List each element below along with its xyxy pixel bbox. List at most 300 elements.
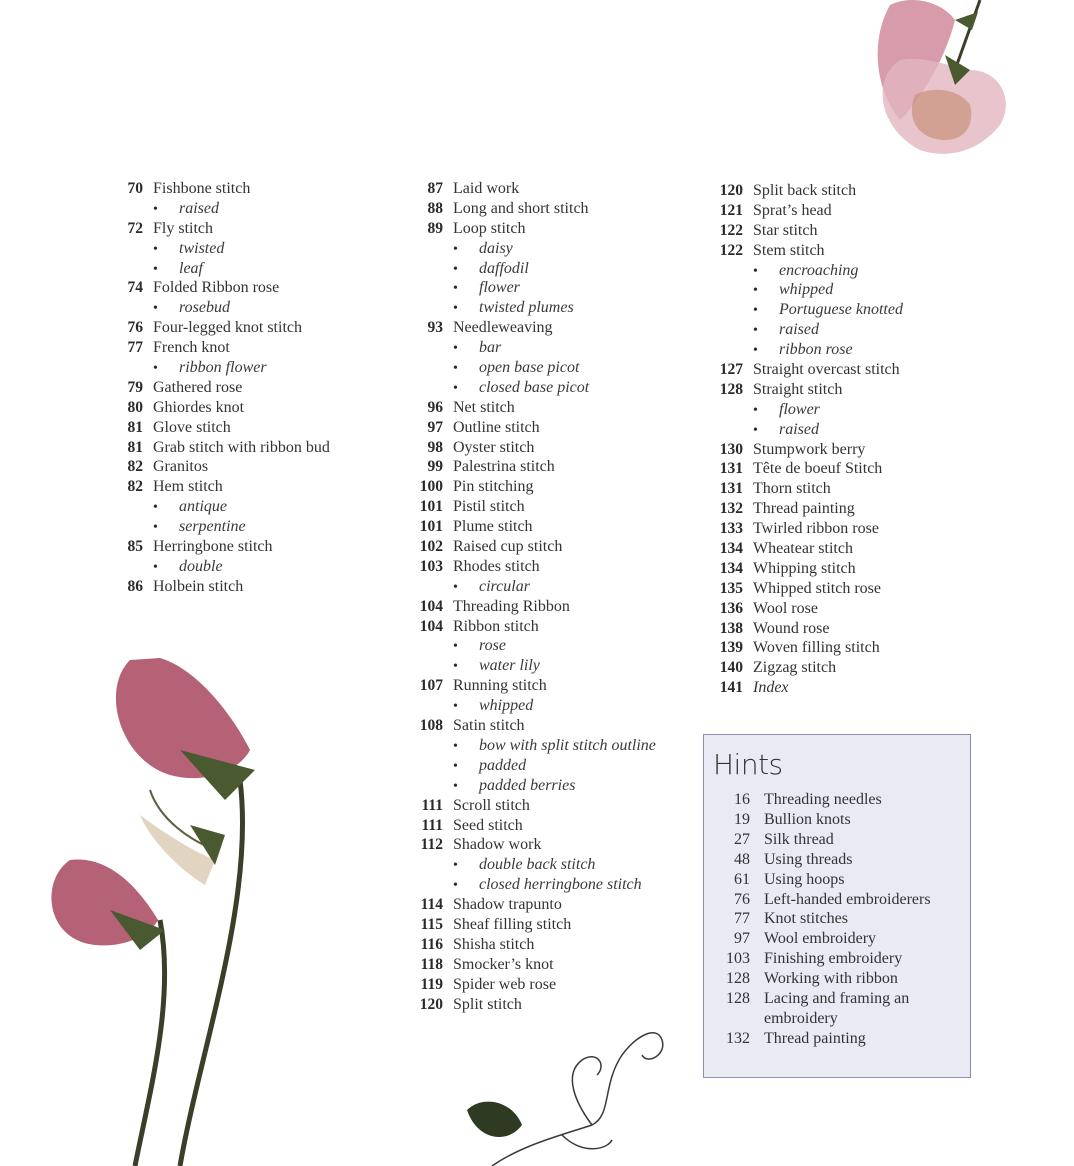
entry-label: Gathered rose	[153, 378, 243, 396]
page-number: 111	[421, 816, 443, 834]
index-entry	[410, 816, 710, 836]
subentry-label: bar	[479, 339, 502, 357]
bullet-icon: •	[753, 402, 758, 418]
hint-item	[718, 1029, 968, 1049]
subentry-label: circular	[479, 577, 530, 595]
index-subentry	[410, 298, 710, 318]
subentry-label: flower	[779, 400, 820, 418]
index-column-3	[710, 181, 1010, 698]
hint-page-number: 61	[734, 870, 750, 888]
entry-label: Running stitch	[453, 677, 547, 695]
hint-page-number: 97	[734, 930, 750, 948]
entry-label: Folded Ribbon rose	[153, 279, 280, 297]
entry-label: Twirled ribbon rose	[753, 520, 879, 538]
entry-label: Scroll stitch	[453, 796, 530, 814]
index-entry	[710, 499, 1010, 519]
index-entry	[710, 599, 1010, 619]
index-subentry	[410, 259, 710, 279]
entry-label: Woven filling stitch	[753, 639, 880, 657]
hint-label: Silk thread	[764, 830, 834, 848]
entry-label: Index	[753, 679, 789, 697]
index-subentry	[110, 517, 410, 537]
page-number: 135	[719, 579, 743, 597]
index-entry	[710, 380, 1010, 400]
page-number: 70	[127, 180, 143, 197]
page-number: 136	[719, 599, 743, 617]
entry-label: Star stitch	[753, 221, 818, 239]
index-subentry	[410, 278, 710, 298]
entry-label: Grab stitch with ribbon bud	[153, 438, 330, 456]
entry-label: Herringbone stitch	[153, 538, 273, 556]
entry-label: Loop stitch	[453, 219, 526, 237]
entry-label: Sheaf filling stitch	[453, 915, 572, 933]
page-number: 127	[719, 361, 743, 379]
hint-page-number: 19	[734, 810, 750, 828]
hints-box	[703, 734, 971, 1078]
index-entry	[710, 619, 1010, 639]
hint-page-number: 128	[726, 990, 750, 1008]
page-number: 107	[419, 677, 443, 695]
bullet-icon: •	[453, 281, 458, 297]
entry-label: Needleweaving	[453, 319, 553, 337]
entry-label: Glove stitch	[153, 418, 231, 436]
page-number: 112	[420, 836, 443, 854]
entry-label: Thread painting	[753, 500, 855, 518]
page-number: 130	[719, 440, 743, 458]
index-column-1	[110, 179, 410, 597]
index-entry	[710, 459, 1010, 479]
index-entry	[110, 577, 410, 597]
index-subentry	[410, 358, 710, 378]
entry-label: Stumpwork berry	[753, 440, 866, 458]
hint-item	[718, 810, 968, 830]
entry-label: Satin stitch	[453, 717, 525, 735]
page-number: 80	[127, 398, 143, 416]
page-number: 104	[419, 617, 443, 635]
page-number: 102	[419, 538, 443, 556]
page-number: 108	[419, 717, 443, 735]
entry-label: Straight overcast stitch	[753, 361, 900, 379]
index-entry	[410, 179, 710, 199]
subentry-label: double back stitch	[479, 856, 596, 874]
bullet-icon: •	[453, 878, 458, 894]
index-subentry	[710, 340, 1010, 360]
entry-label: Raised cup stitch	[453, 538, 563, 556]
index-entry	[710, 519, 1010, 539]
hints-title: Hints	[713, 748, 783, 781]
entry-label: Split stitch	[453, 995, 522, 1013]
entry-label: Shadow work	[453, 836, 542, 854]
page-number: 101	[419, 498, 443, 516]
index-entry	[710, 241, 1010, 261]
bullet-icon: •	[753, 323, 758, 339]
subentry-label: closed base picot	[479, 378, 590, 396]
subentry-label: leaf	[179, 259, 203, 277]
hint-item	[718, 909, 968, 929]
index-subentry	[410, 636, 710, 656]
index-entry	[410, 557, 710, 577]
index-entry	[110, 179, 410, 199]
hint-page-number: 128	[726, 970, 750, 988]
page-number: 120	[719, 182, 743, 199]
index-entry	[410, 995, 710, 1015]
page-number: 134	[719, 559, 743, 577]
page-number: 100	[419, 478, 443, 496]
subentry-label: twisted	[179, 239, 225, 257]
entry-label: Whipped stitch rose	[753, 579, 881, 597]
bullet-icon: •	[153, 241, 158, 257]
entry-label: Spider web rose	[453, 975, 557, 993]
entry-label: Shisha stitch	[453, 935, 535, 953]
bullet-icon: •	[753, 343, 758, 359]
page-number: 82	[127, 478, 143, 496]
index-entry	[110, 278, 410, 298]
index-entry	[410, 617, 710, 637]
entry-label: Hem stitch	[153, 478, 223, 496]
hint-page-number: 103	[726, 950, 750, 968]
index-entry	[410, 895, 710, 915]
subentry-label: serpentine	[179, 518, 246, 536]
index-entry	[410, 497, 710, 517]
page-number: 134	[719, 540, 743, 558]
page-number: 119	[420, 975, 443, 993]
index-entry	[710, 559, 1010, 579]
entry-label: Shadow trapunto	[453, 896, 562, 914]
subentry-label: ribbon flower	[179, 359, 267, 377]
page-number: 88	[427, 199, 443, 217]
bullet-icon: •	[453, 301, 458, 317]
index-subentry	[410, 736, 710, 756]
hint-label: Lacing and framing an embroidery	[764, 990, 910, 1027]
index-entry	[410, 318, 710, 338]
entry-label: Long and short stitch	[453, 199, 589, 217]
subentry-label: closed herringbone stitch	[479, 876, 642, 894]
entry-label: Wool rose	[753, 599, 818, 617]
entry-label: Sprat’s head	[753, 201, 832, 219]
subentry-label: ribbon rose	[779, 341, 853, 359]
page-number: 81	[127, 438, 143, 456]
hint-page-number: 16	[734, 791, 750, 808]
index-entry	[110, 438, 410, 458]
page-number: 140	[719, 659, 743, 677]
index-entry	[410, 955, 710, 975]
hint-item	[718, 949, 968, 969]
page-number: 82	[127, 458, 143, 476]
subentry-label: twisted plumes	[479, 299, 574, 317]
entry-label: French knot	[153, 339, 230, 357]
index-subentry	[410, 696, 710, 716]
page-number: 133	[719, 520, 743, 538]
index-entry	[410, 975, 710, 995]
subentry-label: Portuguese knotted	[779, 301, 903, 319]
hint-label: Bullion knots	[764, 810, 851, 828]
index-entry	[110, 398, 410, 418]
bullet-icon: •	[453, 738, 458, 754]
bullet-icon: •	[453, 858, 458, 874]
subentry-label: padded	[479, 756, 527, 774]
index-entry	[410, 915, 710, 935]
index-entry	[710, 579, 1010, 599]
page-number: 72	[127, 219, 143, 237]
page-number: 97	[427, 418, 443, 436]
subentry-label: daffodil	[479, 259, 529, 277]
entry-label: Granitos	[153, 458, 209, 476]
entry-label: Seed stitch	[453, 816, 523, 834]
page-number: 93	[427, 319, 443, 337]
index-subentry	[410, 378, 710, 398]
bullet-icon: •	[153, 559, 158, 575]
page-number: 96	[427, 398, 443, 416]
page-number: 132	[719, 500, 743, 518]
index-subentry	[710, 400, 1010, 420]
index-entry	[410, 418, 710, 438]
index-entry	[710, 221, 1010, 241]
bullet-icon: •	[453, 758, 458, 774]
entry-label: Wound rose	[753, 619, 830, 637]
hint-item	[718, 929, 968, 949]
subentry-label: flower	[479, 279, 520, 297]
bullet-icon: •	[453, 659, 458, 675]
subentry-label: raised	[779, 321, 819, 339]
entry-label: Fishbone stitch	[153, 180, 251, 197]
page-number: 138	[719, 619, 743, 637]
subentry-label: encroaching	[779, 261, 859, 279]
hint-label: Wool embroidery	[764, 930, 877, 948]
subentry-label: double	[179, 557, 223, 575]
hint-label: Using threads	[764, 850, 853, 868]
index-subentry	[110, 298, 410, 318]
entry-label: Rhodes stitch	[453, 557, 540, 575]
hint-label: Working with ribbon	[764, 970, 898, 988]
hint-item	[718, 989, 968, 1029]
page-number: 89	[427, 219, 443, 237]
index-entry	[410, 199, 710, 219]
hint-label: Left-handed embroiderers	[764, 890, 931, 908]
entry-label: Stem stitch	[753, 241, 825, 259]
page-number: 103	[419, 557, 443, 575]
index-subentry	[410, 338, 710, 358]
page-number: 74	[127, 279, 143, 297]
bullet-icon: •	[153, 520, 158, 536]
bullet-icon: •	[453, 699, 458, 715]
page-number: 114	[420, 896, 443, 914]
hint-page-number: 48	[734, 850, 750, 868]
entry-label: Four-legged knot stitch	[153, 319, 302, 337]
index-subentry	[110, 259, 410, 279]
entry-label: Laid work	[453, 180, 520, 197]
bullet-icon: •	[753, 263, 758, 279]
index-entry	[410, 398, 710, 418]
index-subentry	[110, 497, 410, 517]
page-number: 131	[719, 460, 743, 478]
page-number: 122	[719, 241, 743, 259]
page-number: 122	[719, 221, 743, 239]
entry-label: Outline stitch	[453, 418, 540, 436]
index-entry	[410, 477, 710, 497]
hint-item	[718, 850, 968, 870]
hint-page-number: 132	[726, 1029, 750, 1047]
entry-label: Palestrina stitch	[453, 458, 555, 476]
hint-page-number: 27	[734, 830, 750, 848]
index-subentry	[110, 358, 410, 378]
page-number: 98	[427, 438, 443, 456]
page-number: 85	[127, 538, 143, 556]
hint-item	[718, 790, 968, 810]
page-number: 99	[427, 458, 443, 476]
index-entry	[710, 638, 1010, 658]
hint-label: Using hoops	[764, 870, 845, 888]
entry-label: Plume stitch	[453, 518, 533, 536]
sweet-pea-stems-icon	[40, 650, 280, 1166]
index-subentry	[710, 300, 1010, 320]
page-number: 115	[420, 915, 443, 933]
index-subentry	[410, 855, 710, 875]
page-number: 101	[419, 518, 443, 536]
page-number: 131	[719, 480, 743, 498]
page-number: 86	[127, 577, 143, 595]
index-entry	[410, 676, 710, 696]
page-number: 87	[427, 180, 443, 197]
entry-label: Split back stitch	[753, 182, 857, 199]
index-subentry	[410, 776, 710, 796]
hint-item	[718, 830, 968, 850]
index-entry	[110, 338, 410, 358]
index-subentry	[410, 239, 710, 259]
bullet-icon: •	[153, 201, 158, 217]
entry-label: Zigzag stitch	[753, 659, 837, 677]
subentry-label: raised	[779, 420, 819, 438]
hint-label: Thread painting	[764, 1029, 866, 1047]
entry-label: Pin stitching	[453, 478, 534, 496]
page-number: 76	[127, 319, 143, 337]
bullet-icon: •	[453, 341, 458, 357]
index-column-2	[410, 179, 710, 1014]
hint-page-number: 76	[734, 890, 750, 908]
index-entry	[110, 418, 410, 438]
entry-label: Ghiordes knot	[153, 398, 245, 416]
hint-label: Threading needles	[764, 791, 882, 808]
subentry-label: rose	[479, 637, 506, 655]
index-entry	[710, 678, 1010, 698]
subentry-label: antique	[179, 498, 227, 516]
hint-item	[718, 969, 968, 989]
index-entry	[410, 796, 710, 816]
bullet-icon: •	[153, 301, 158, 317]
page-number: 120	[419, 995, 443, 1013]
entry-label: Ribbon stitch	[453, 617, 539, 635]
entry-label: Smocker’s knot	[453, 955, 554, 973]
bullet-icon: •	[453, 639, 458, 655]
page-number: 141	[719, 679, 743, 697]
index-entry	[110, 318, 410, 338]
bullet-icon: •	[153, 361, 158, 377]
index-entry	[710, 201, 1010, 221]
entry-label: Tête de boeuf Stitch	[753, 460, 883, 478]
index-entry	[410, 597, 710, 617]
index-entry	[710, 360, 1010, 380]
bullet-icon: •	[753, 303, 758, 319]
entry-label: Whipping stitch	[753, 559, 856, 577]
entry-label: Fly stitch	[153, 219, 214, 237]
entry-label: Straight stitch	[753, 380, 843, 398]
hints-list	[718, 790, 968, 1049]
index-entry	[110, 378, 410, 398]
bullet-icon: •	[453, 380, 458, 396]
bullet-icon: •	[153, 500, 158, 516]
subentry-label: padded berries	[479, 776, 576, 794]
index-entry	[110, 457, 410, 477]
index-entry	[710, 479, 1010, 499]
subentry-label: daisy	[479, 239, 513, 257]
subentry-label: open base picot	[479, 359, 580, 377]
index-subentry	[410, 756, 710, 776]
page-number: 128	[719, 380, 743, 398]
bullet-icon: •	[153, 261, 158, 277]
index-entry	[410, 835, 710, 855]
index-entry	[110, 537, 410, 557]
entry-label: Wheatear stitch	[753, 540, 853, 558]
subentry-label: rosebud	[179, 299, 230, 317]
index-entry	[410, 457, 710, 477]
page-number: 139	[719, 639, 743, 657]
tendril-icon	[462, 1015, 682, 1166]
index-entry	[410, 537, 710, 557]
bullet-icon: •	[753, 422, 758, 438]
page-number: 104	[419, 597, 443, 615]
entry-label: Thorn stitch	[753, 480, 831, 498]
entry-label: Holbein stitch	[153, 577, 244, 595]
subentry-label: raised	[179, 199, 219, 217]
index-entry	[710, 539, 1010, 559]
page-number: 111	[421, 796, 443, 814]
index-entry	[410, 219, 710, 239]
index-subentry	[110, 199, 410, 219]
index-subentry	[410, 875, 710, 895]
page-number: 116	[420, 935, 443, 953]
index-entry	[710, 181, 1010, 201]
subentry-label: bow with split stitch outline	[479, 736, 656, 754]
bullet-icon: •	[453, 579, 458, 595]
bullet-icon: •	[753, 283, 758, 299]
hint-label: Knot stitches	[764, 910, 848, 928]
bullet-icon: •	[453, 778, 458, 794]
index-entry	[410, 935, 710, 955]
page-number: 81	[127, 418, 143, 436]
index-entry	[710, 658, 1010, 678]
hint-item	[718, 890, 968, 910]
entry-label: Threading Ribbon	[453, 597, 570, 615]
entry-label: Pistil stitch	[453, 498, 525, 516]
index-subentry	[110, 239, 410, 259]
page-number: 118	[420, 955, 443, 973]
page-number: 79	[127, 378, 143, 396]
index-subentry	[110, 557, 410, 577]
bullet-icon: •	[453, 241, 458, 257]
index-entry	[410, 716, 710, 736]
index-subentry	[410, 577, 710, 597]
index-entry	[110, 477, 410, 497]
hint-item	[718, 870, 968, 890]
hint-label: Finishing embroidery	[764, 950, 903, 968]
index-entry	[110, 219, 410, 239]
subentry-label: whipped	[779, 281, 834, 299]
index-subentry	[710, 320, 1010, 340]
entry-label: Net stitch	[453, 398, 515, 416]
page-number: 121	[719, 201, 743, 219]
index-entry	[410, 517, 710, 537]
index-subentry	[710, 280, 1010, 300]
bullet-icon: •	[453, 261, 458, 277]
